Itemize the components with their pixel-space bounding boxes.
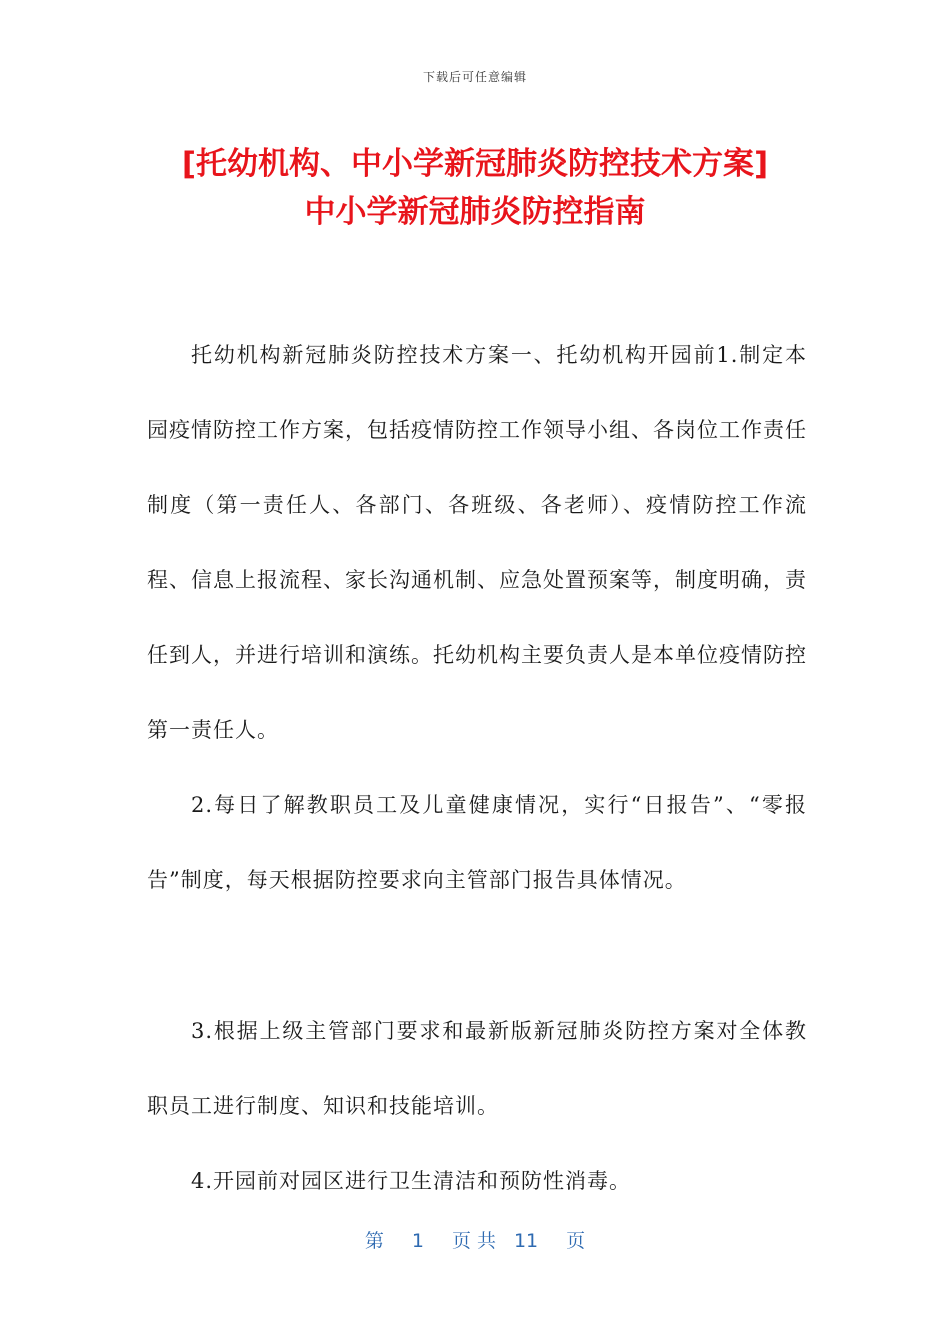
footer-page-number: 1 (411, 1230, 424, 1252)
footer-middle-a: 页 (451, 1230, 471, 1252)
title-line-1: [托幼机构、中小学新冠肺炎防控技术方案] (181, 146, 769, 182)
paragraph-2: 2.每日了解教职员工及儿童健康情况，实行“日报告”、“零报告”制度，每天根据防控要求向主管部门报告具体情况。 (147, 793, 807, 892)
paragraph-3: 3.根据上级主管部门要求和最新版新冠肺炎防控方案对全体教职员工进行制度、知识和技能培训。 (147, 1019, 807, 1118)
paragraph-4: 4.开园前对园区进行卫生清洁和预防性消毒。 (191, 1169, 632, 1193)
paragraph-1: 托幼机构新冠肺炎防控技术方案一、托幼机构开园前1.制定本园疫情防控工作方案，包括疫情防控工作领导小组、各岗位工作责任制度（第一责任人、各部门、各班级、各老师）、疫情防控工作流程、信息上报流程、家长沟通机制、应急处置预案等，制度明确，责任到人，并进行培训和演练。托幼机构主要负责人是本单位疫情防控第一责任人。 (147, 343, 807, 742)
document-body (147, 318, 807, 1219)
page-footer (0, 1226, 950, 1253)
footer-total-pages: 11 (513, 1230, 539, 1252)
footer-suffix: 页 (566, 1230, 586, 1252)
footer-prefix: 第 (364, 1230, 384, 1252)
document-title (60, 140, 890, 236)
title-line-2: 中小学新冠肺炎防控指南 (304, 194, 646, 230)
footer-middle-b: 共 (476, 1230, 496, 1252)
header-note: 下载后可任意编辑 (422, 70, 527, 84)
